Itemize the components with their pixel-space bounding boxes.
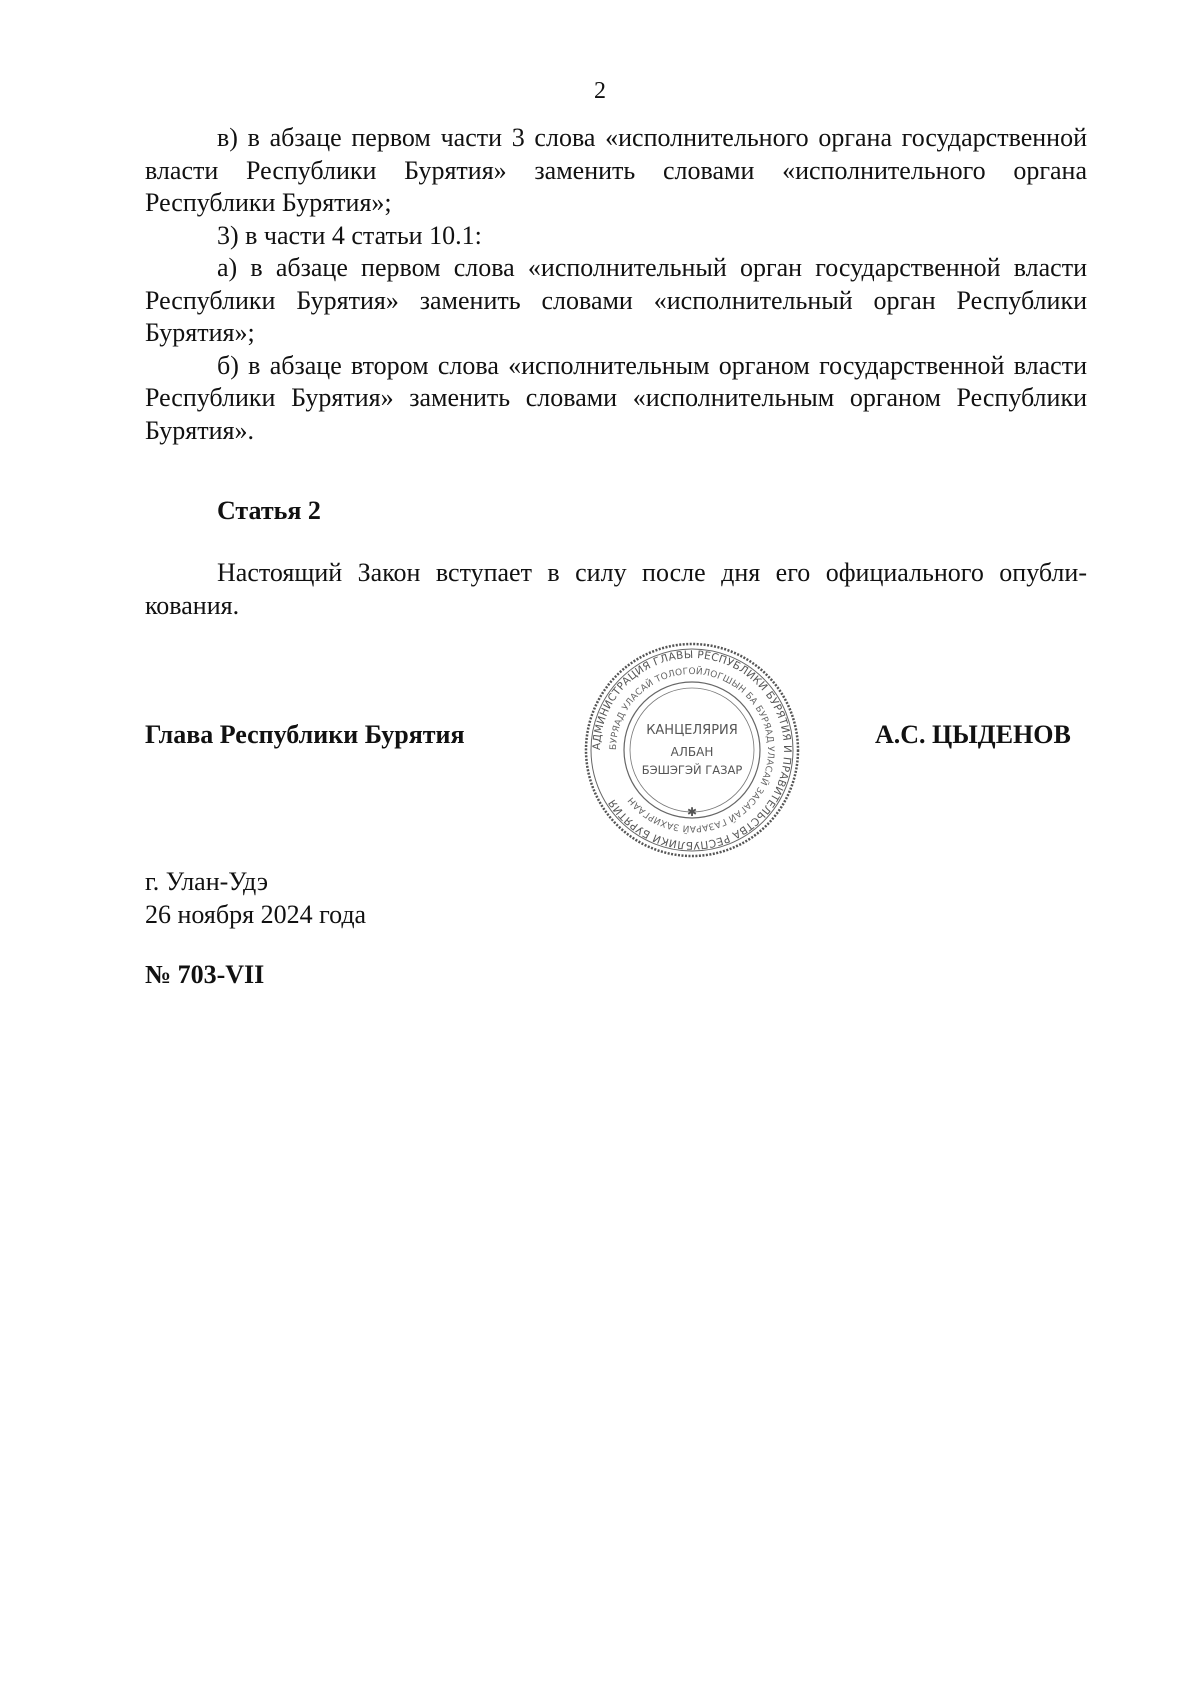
article-paragraph: Настоящий Закон вступает в силу после дня его официального опубликования.	[145, 558, 1087, 620]
law-number: № 703-VII	[145, 960, 265, 989]
paragraph-a: а) в абзаце первом слова «исполнительный орган государственной власти Республики Бурятия» заменить словами «исполнительный орган Республики Бурятия»;	[145, 253, 1087, 347]
seal-center-line1: КАНЦЕЛЯРИЯ	[646, 723, 738, 738]
place-and-date	[145, 866, 366, 931]
seal-center-line2: АЛБАН	[670, 745, 714, 759]
page-number: 2	[594, 78, 606, 104]
seal-inner-text: БУРЯАД УЛАСАЙ ТОЛОГОЙЛОГШЫН БА БУРЯАД УЛАСАЙ ЗАСАГАЙ ГАЗАРАЙ ЗАХИРГААН	[608, 666, 776, 834]
paragraph-3: 3) в части 4 статьи 10.1:	[217, 220, 482, 250]
signatory-name: А.С. ЦЫДЕНОВ	[875, 720, 1071, 749]
paragraph-b: б) в абзаце втором слова «исполнительным органом государственной власти Республики Бурятия» заменить словами «исполнительным органом Республики Бурятия».	[145, 350, 1087, 445]
article-heading: Статья 2	[217, 496, 321, 525]
date: 26 ноября 2024 года	[145, 899, 367, 929]
amendment-text	[145, 122, 1087, 447]
seal-graphic	[582, 640, 802, 860]
seal-outer-text: АДМИНИСТРАЦИЯ ГЛАВЫ РЕСПУБЛИКИ БУРЯТИЯ И ПРАВИТЕЛЬСТВА РЕСПУБЛИКИ БУРЯТИЯ	[590, 648, 794, 852]
signatory-title: Глава Республики Бурятия	[145, 720, 465, 749]
city: г. Улан-Удэ	[145, 867, 269, 896]
seal-center-line3: БЭШЭГЭЙ ГАЗАР	[641, 763, 743, 777]
seal-star-icon: ✱	[686, 805, 698, 819]
paragraph-v: в) в абзаце первом части 3 слова «исполнительного органа государственной власти Республики Бурятия» заменить словами «исполнительного органа Республики Бурятия»;	[145, 123, 1087, 217]
official-seal	[582, 640, 802, 860]
article-body	[145, 557, 1087, 622]
